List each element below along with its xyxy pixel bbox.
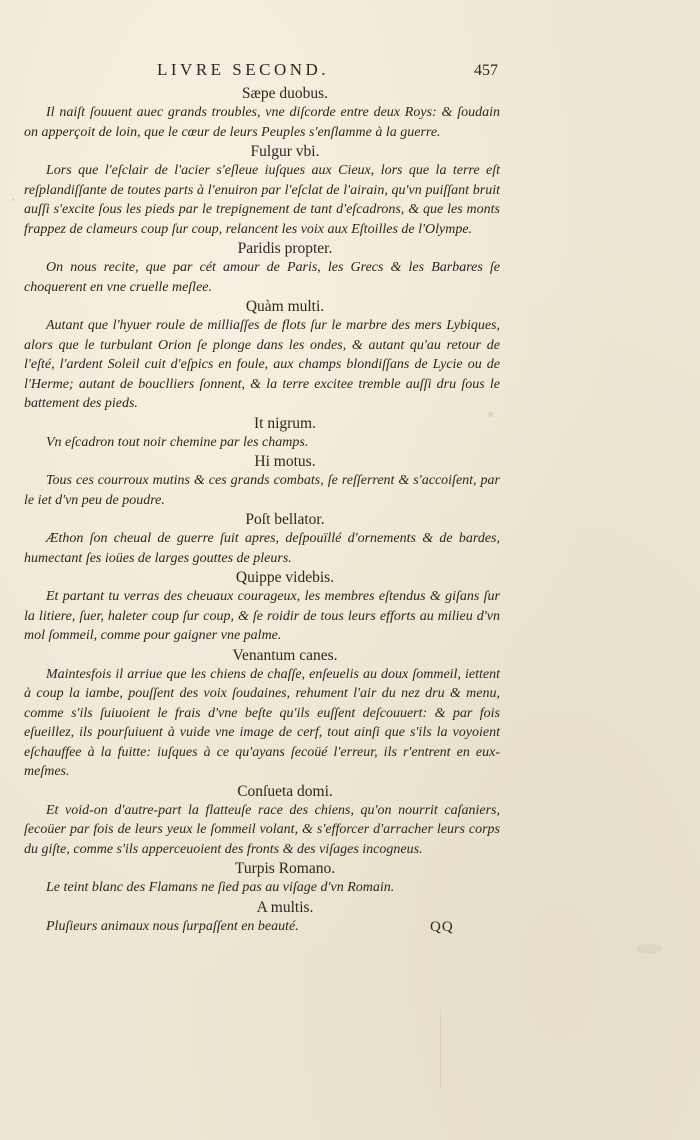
body-text (24, 84, 500, 936)
lemma: Sæpe duobus. (241, 85, 329, 102)
lemma: Fulgur vbi. (250, 143, 320, 160)
page-number: 457 (474, 62, 498, 79)
lemma: Poſt bellator. (245, 511, 325, 528)
paragraph: On nous recite, que par cét amour de Paris, les Grecs & les Barbares ſe choquerent en vne cruelle meſlee. (24, 260, 500, 295)
paragraph: Lors que l'eſclair de l'acier s'eſleue iuſques aux Cieux, lors que la terre eſt reſplandiſſante de toutes parts à l'enuiron par l'eſclat de l'airain, qu'vn puiſſant bruit auſſi s'excite ſous les pieds par le trepignement de tant d'eſcadrons, & que les monts frappez de clameurs coup ſur coup, relancent les voix aux Eſtoilles de l'Olympe. (24, 163, 500, 237)
paragraph: Maintesfois il arriue que les chiens de chaſſe, enſeuelis au doux ſommeil, iettent à coup la iambe, pouſſent des voix ſoudaines, rehument l'air du nez dru & menu, comme s'ils ſuiuoient le frais d'vne beſte qu'ils euſſent deſcouuert: & par fois eſueillez, ils pourſuiuent à vuide vne image de cerf, tout ainſi que s'ils la voyoient eſchauffee à la fuitte: iuſques à ce qu'ayans ſecoüé l'erreur, ils r'entrent en eux-meſmes. (24, 666, 500, 779)
lemma: Conſueta domi. (237, 782, 333, 800)
paragraph: Tous ces courroux mutins & ces grands combats, ſe reſſerrent & s'accoiſent, par le iet d'vn peu de poudre. (24, 473, 500, 508)
paragraph: Vn eſcadron tout noir chemine par les champs. (46, 434, 309, 450)
lemma: Venantum canes. (232, 646, 338, 664)
paper-spot (636, 944, 662, 954)
paragraph: Et partant tu verras des cheuaux courageux, les membres eſtendus & giſans ſur la litiere, ſuer, haleter coup ſur coup, & ſe roidir de tous leurs efforts au milieu d'vn mol ſommeil, comme pour gaigner vne palme. (24, 589, 500, 643)
running-head: LIVRE SECOND. (157, 60, 330, 79)
paragraph: Æthon ſon cheual de guerre ſuit apres, deſpouïllé d'ornements & de bardes, humectant ſes ioües de larges gouttes de pleurs. (24, 531, 500, 566)
lemma: Paridis propter. (237, 240, 333, 257)
signature-mark: QQ (430, 919, 454, 935)
lemma: A multis. (256, 898, 314, 916)
lemma: It nigrum. (254, 414, 316, 432)
paper-spot (488, 412, 493, 417)
paper-crease (440, 1010, 441, 1090)
paragraph: Il naiſt ſouuent auec grands troubles, vne diſcorde entre deux Roys: & ſoudain on apperçoit de loin, que le cœur de leurs Peuples s'enſlamme à la guerre. (24, 105, 500, 140)
lemma: Quippe videbis. (235, 569, 335, 586)
paragraph: Pluſieurs animaux nous ſurpaſſent en beauté. (46, 918, 299, 934)
paper-spot (12, 198, 15, 201)
paragraph: Et void-on d'autre-part la flatteuſe race des chiens, qu'on nourrit caſaniers, ſecoüer par fois de leurs yeux le ſommeil volant, & s'efforcer d'arracher leurs corps du giſte, comme s'ils apperceuoient des fronts & des viſages incogneus. (24, 802, 500, 857)
lemma: Quàm multi. (245, 298, 325, 315)
paragraph: Le teint blanc des Flamans ne ſied pas au viſage d'vn Romain. (46, 880, 395, 895)
paragraph: Autant que l'hyuer roule de milliaſſes de flots ſur le marbre des mers Lybiques, alors que le turbulant Orion ſe plonge dans les ondes, & autant qu'au retour de l'eſté, l'ardent Soleil cuit d'eſpics en foule, aux champs blondiſſans de Lycie ou de l'Herme; autant de bouclliers ſonnent, & la terre excitee tremble auſſi dru ſous le battement des pieds. (24, 318, 500, 411)
lemma: Hi motus. (254, 453, 316, 470)
lemma: Turpis Romano. (234, 860, 336, 877)
